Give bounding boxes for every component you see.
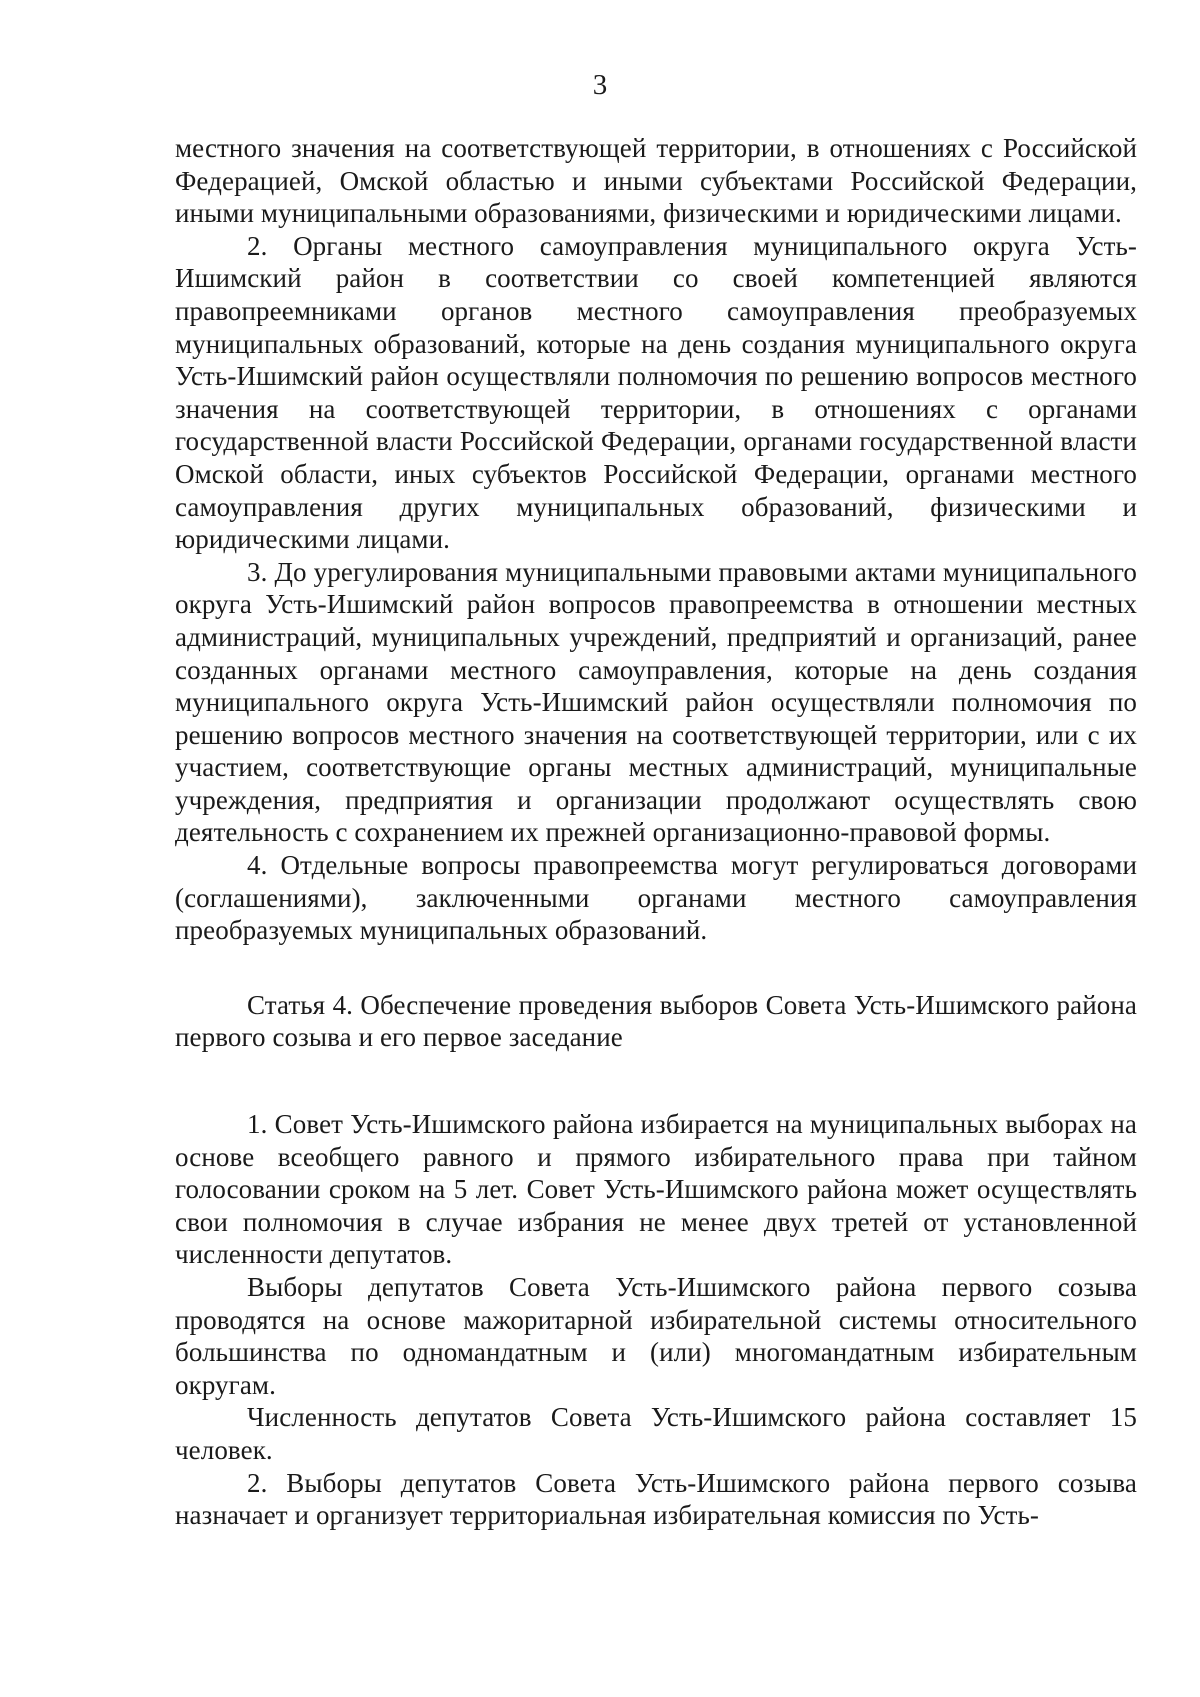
paragraph-continuation: местного значения на соответствующей территории, в отношениях с Российской Федерацией, Омской областью и иными субъектами Российской Федерации, иными муниципальными образованиями, физическими и юридическими лицами.: [175, 133, 1137, 229]
article-paragraph-elections: Выборы депутатов Совета Усть-Ишимского района первого созыва проводятся на основе мажоритарной избирательной системы относительного большинства по одномандатным и (или) многомандатным избирательным округам.: [175, 1272, 1137, 1400]
article-paragraph-deputies-count: Численность депутатов Совета Усть-Ишимского района составляет 15 человек.: [175, 1402, 1137, 1465]
page-number: 3: [592, 69, 608, 101]
article-title: Статья 4. Обеспечение проведения выборов Совета Усть-Ишимского района первого созыва и его первое заседание: [175, 989, 1137, 1053]
paragraph-item-2: 2. Органы местного самоуправления муниципального округа Усть-Ишимский район в соответствии со своей компетенцией являются правопреемниками органов местного самоуправления преобразуемых муниципальных образований, которые на день создания муниципального округа Усть-Ишимский район осуществляли полномочия по решению вопросов местного значения на соответствующей территории, в отношениях с органами государственной власти Российской Федерации, органами государственной власти Омской области, иных субъектов Российской Федерации, органами местного самоуправления других муниципальных образований, физическими и юридическими лицами.: [175, 230, 1137, 555]
document-body: [175, 132, 1137, 1532]
paragraph-item-4: 4. Отдельные вопросы правопреемства могут регулироваться договорами (соглашениями), заключенными органами местного самоуправления преобразуемых муниципальных образований.: [175, 850, 1137, 946]
article-paragraph-1: 1. Совет Усть-Ишимского района избирается на муниципальных выборах на основе всеобщего равного и прямого избирательного права при тайном голосовании сроком на 5 лет. Совет Усть-Ишимского района может осуществлять свои полномочия в случае избрания не менее двух третей от установленной численности депутатов.: [175, 1109, 1137, 1270]
paragraph-item-3: 3. До урегулирования муниципальными правовыми актами муниципального округа Усть-Ишимский район вопросов правопреемства в отношении местных администраций, муниципальных учреждений, предприятий и организаций, ранее созданных органами местного самоуправления, которые на день создания муниципального округа Усть-Ишимский район осуществляли полномочия по решению вопросов местного значения на соответствующей территории, или с их участием, соответствующие органы местных администраций, муниципальные учреждения, предприятия и организации продолжают осуществлять свою деятельность с сохранением их прежней организационно-правовой формы.: [175, 556, 1137, 848]
article-paragraph-2: 2. Выборы депутатов Совета Усть-Ишимского района первого созыва назначает и организует территориальная избирательная комиссия по Усть-: [175, 1467, 1137, 1531]
